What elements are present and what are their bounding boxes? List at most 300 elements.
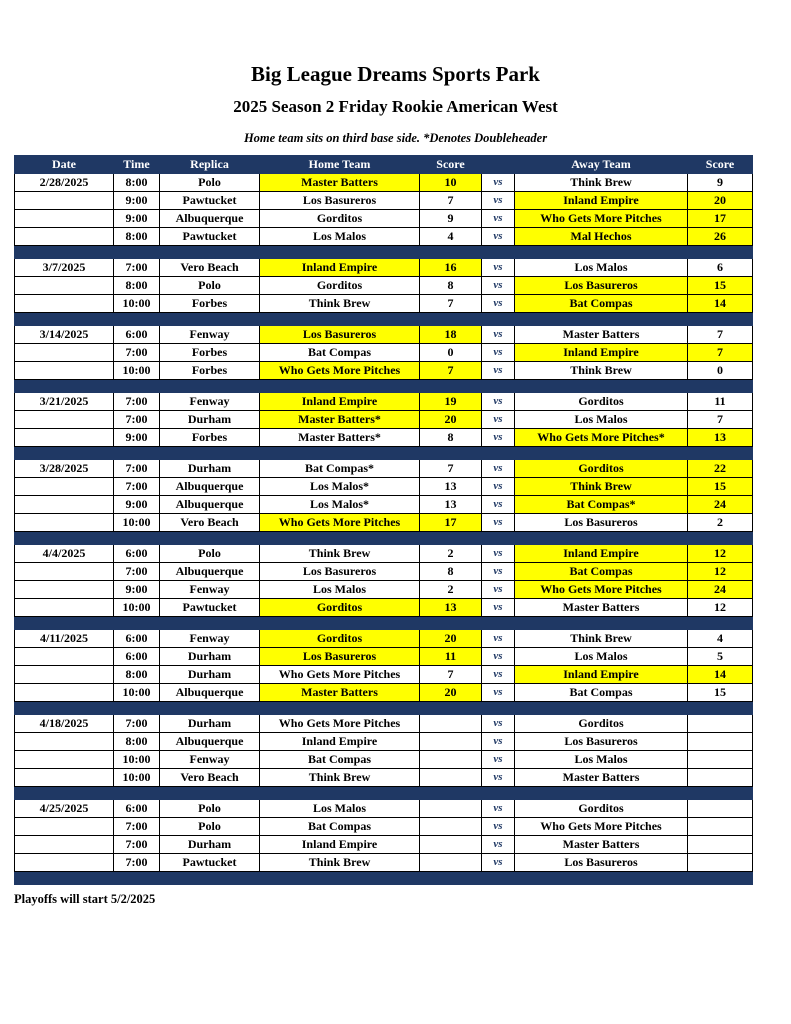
- away-score-cell: 12: [688, 599, 753, 617]
- home-team-cell: Inland Empire: [260, 733, 420, 751]
- schedule-body: [15, 174, 753, 885]
- vs-cell: vs: [482, 411, 515, 429]
- home-score-cell: 2: [420, 545, 482, 563]
- time-cell: 8:00: [114, 666, 160, 684]
- week-separator: [15, 380, 753, 393]
- vs-cell: vs: [482, 666, 515, 684]
- home-score-cell: 4: [420, 228, 482, 246]
- vs-cell: vs: [482, 174, 515, 192]
- away-team-cell: Master Batters: [515, 599, 688, 617]
- away-score-cell: 17: [688, 210, 753, 228]
- game-row: [15, 259, 753, 277]
- time-cell: 10:00: [114, 684, 160, 702]
- game-row: [15, 362, 753, 380]
- date-cell: 4/25/2025: [15, 800, 114, 818]
- week-separator: [15, 702, 753, 715]
- week-separator-band: [15, 313, 753, 326]
- week-separator-band: [15, 447, 753, 460]
- game-row: [15, 715, 753, 733]
- vs-cell: vs: [482, 563, 515, 581]
- game-row: [15, 295, 753, 313]
- away-score-cell: 7: [688, 326, 753, 344]
- vs-cell: vs: [482, 326, 515, 344]
- away-score-cell: 7: [688, 344, 753, 362]
- date-cell: 4/4/2025: [15, 545, 114, 563]
- date-cell: [15, 733, 114, 751]
- home-team-cell: Los Basureros: [260, 648, 420, 666]
- week-separator: [15, 447, 753, 460]
- replica-cell: Vero Beach: [160, 514, 260, 532]
- home-team-cell: Gorditos: [260, 599, 420, 617]
- home-score-cell: 17: [420, 514, 482, 532]
- away-team-cell: Los Basureros: [515, 514, 688, 532]
- week-separator-band: [15, 246, 753, 259]
- away-team-cell: Gorditos: [515, 715, 688, 733]
- date-cell: [15, 277, 114, 295]
- vs-cell: vs: [482, 836, 515, 854]
- home-team-cell: Think Brew: [260, 854, 420, 872]
- time-cell: 10:00: [114, 514, 160, 532]
- replica-cell: Albuquerque: [160, 733, 260, 751]
- away-score-cell: 24: [688, 496, 753, 514]
- vs-cell: vs: [482, 460, 515, 478]
- vs-cell: vs: [482, 648, 515, 666]
- time-cell: 8:00: [114, 228, 160, 246]
- home-score-cell: 13: [420, 599, 482, 617]
- time-cell: 7:00: [114, 259, 160, 277]
- vs-cell: vs: [482, 854, 515, 872]
- away-score-cell: 9: [688, 174, 753, 192]
- game-row: [15, 769, 753, 787]
- away-team-cell: Bat Compas: [515, 684, 688, 702]
- away-team-cell: Think Brew: [515, 630, 688, 648]
- away-team-cell: Los Malos: [515, 648, 688, 666]
- game-row: [15, 460, 753, 478]
- vs-cell: vs: [482, 769, 515, 787]
- home-team-cell: Los Basureros: [260, 326, 420, 344]
- vs-cell: vs: [482, 478, 515, 496]
- replica-cell: Albuquerque: [160, 210, 260, 228]
- vs-cell: vs: [482, 581, 515, 599]
- away-team-cell: Bat Compas*: [515, 496, 688, 514]
- replica-cell: Forbes: [160, 362, 260, 380]
- home-score-cell: 20: [420, 411, 482, 429]
- date-cell: [15, 344, 114, 362]
- vs-cell: vs: [482, 277, 515, 295]
- home-score-cell: 13: [420, 496, 482, 514]
- replica-cell: Polo: [160, 545, 260, 563]
- home-score-cell: [420, 818, 482, 836]
- replica-cell: Fenway: [160, 326, 260, 344]
- date-cell: [15, 192, 114, 210]
- away-score-cell: 20: [688, 192, 753, 210]
- time-cell: 7:00: [114, 478, 160, 496]
- vs-cell: vs: [482, 295, 515, 313]
- vs-cell: vs: [482, 259, 515, 277]
- time-cell: 10:00: [114, 599, 160, 617]
- away-score-cell: 12: [688, 563, 753, 581]
- away-score-cell: 26: [688, 228, 753, 246]
- game-row: [15, 666, 753, 684]
- date-cell: [15, 563, 114, 581]
- away-score-cell: 22: [688, 460, 753, 478]
- away-score-cell: 15: [688, 684, 753, 702]
- time-cell: 7:00: [114, 393, 160, 411]
- away-score-cell: [688, 715, 753, 733]
- home-team-cell: Inland Empire: [260, 393, 420, 411]
- away-team-cell: Think Brew: [515, 478, 688, 496]
- replica-cell: Albuquerque: [160, 684, 260, 702]
- game-row: [15, 751, 753, 769]
- game-row: [15, 733, 753, 751]
- time-cell: 6:00: [114, 648, 160, 666]
- vs-cell: vs: [482, 800, 515, 818]
- vs-cell: vs: [482, 362, 515, 380]
- time-cell: 9:00: [114, 581, 160, 599]
- away-team-cell: Think Brew: [515, 174, 688, 192]
- game-row: [15, 684, 753, 702]
- replica-cell: Durham: [160, 411, 260, 429]
- week-separator: [15, 787, 753, 800]
- time-cell: 7:00: [114, 818, 160, 836]
- date-cell: [15, 666, 114, 684]
- away-score-cell: 0: [688, 362, 753, 380]
- time-cell: 9:00: [114, 429, 160, 447]
- away-team-cell: Who Gets More Pitches: [515, 581, 688, 599]
- home-score-cell: [420, 769, 482, 787]
- home-team-cell: Los Malos: [260, 800, 420, 818]
- week-separator: [15, 532, 753, 545]
- replica-cell: Fenway: [160, 393, 260, 411]
- away-score-cell: [688, 751, 753, 769]
- time-cell: 6:00: [114, 800, 160, 818]
- home-team-cell: Bat Compas*: [260, 460, 420, 478]
- away-team-cell: Inland Empire: [515, 344, 688, 362]
- date-cell: [15, 514, 114, 532]
- playoffs-note: Playoffs will start 5/2/2025: [14, 892, 156, 906]
- week-separator-band: [15, 872, 753, 885]
- vs-cell: vs: [482, 545, 515, 563]
- away-score-cell: [688, 769, 753, 787]
- replica-cell: Pawtucket: [160, 599, 260, 617]
- game-row: [15, 836, 753, 854]
- vs-cell: vs: [482, 192, 515, 210]
- col-header-home-score: Score: [420, 156, 482, 174]
- date-cell: 3/7/2025: [15, 259, 114, 277]
- date-cell: 4/18/2025: [15, 715, 114, 733]
- replica-cell: Pawtucket: [160, 192, 260, 210]
- time-cell: 7:00: [114, 460, 160, 478]
- game-row: [15, 478, 753, 496]
- home-team-cell: Master Batters*: [260, 411, 420, 429]
- home-team-cell: Inland Empire: [260, 259, 420, 277]
- away-score-cell: 7: [688, 411, 753, 429]
- home-team-cell: Who Gets More Pitches: [260, 362, 420, 380]
- date-cell: [15, 854, 114, 872]
- away-score-cell: [688, 836, 753, 854]
- vs-cell: vs: [482, 630, 515, 648]
- home-score-cell: 18: [420, 326, 482, 344]
- table-header-row: [15, 156, 753, 174]
- time-cell: 8:00: [114, 174, 160, 192]
- date-cell: [15, 210, 114, 228]
- game-row: [15, 210, 753, 228]
- home-score-cell: 7: [420, 192, 482, 210]
- replica-cell: Fenway: [160, 630, 260, 648]
- away-score-cell: [688, 818, 753, 836]
- game-row: [15, 599, 753, 617]
- time-cell: 7:00: [114, 344, 160, 362]
- away-team-cell: Inland Empire: [515, 192, 688, 210]
- time-cell: 6:00: [114, 326, 160, 344]
- away-score-cell: [688, 800, 753, 818]
- replica-cell: Pawtucket: [160, 854, 260, 872]
- replica-cell: Polo: [160, 818, 260, 836]
- away-score-cell: 14: [688, 666, 753, 684]
- week-separator: [15, 617, 753, 630]
- schedule-table: [14, 155, 753, 885]
- time-cell: 6:00: [114, 630, 160, 648]
- away-team-cell: Los Malos: [515, 259, 688, 277]
- home-score-cell: 13: [420, 478, 482, 496]
- game-row: [15, 648, 753, 666]
- game-row: [15, 545, 753, 563]
- week-separator-band: [15, 617, 753, 630]
- replica-cell: Durham: [160, 836, 260, 854]
- away-team-cell: Who Gets More Pitches: [515, 818, 688, 836]
- time-cell: 7:00: [114, 854, 160, 872]
- date-cell: [15, 581, 114, 599]
- home-score-cell: [420, 751, 482, 769]
- home-team-cell: Inland Empire: [260, 836, 420, 854]
- home-team-note: Home team sits on third base side. *Denotes Doubleheader: [243, 131, 548, 145]
- game-row: [15, 854, 753, 872]
- replica-cell: Durham: [160, 666, 260, 684]
- home-score-cell: 20: [420, 684, 482, 702]
- away-score-cell: 2: [688, 514, 753, 532]
- game-row: [15, 411, 753, 429]
- time-cell: 7:00: [114, 563, 160, 581]
- home-team-cell: Bat Compas: [260, 818, 420, 836]
- date-cell: [15, 411, 114, 429]
- away-score-cell: 12: [688, 545, 753, 563]
- home-score-cell: 16: [420, 259, 482, 277]
- away-score-cell: 4: [688, 630, 753, 648]
- away-team-cell: Gorditos: [515, 460, 688, 478]
- vs-cell: vs: [482, 429, 515, 447]
- replica-cell: Forbes: [160, 429, 260, 447]
- replica-cell: Polo: [160, 277, 260, 295]
- vs-cell: vs: [482, 818, 515, 836]
- away-score-cell: 15: [688, 478, 753, 496]
- col-header-away-score: Score: [688, 156, 753, 174]
- home-score-cell: 20: [420, 630, 482, 648]
- time-cell: 8:00: [114, 733, 160, 751]
- vs-cell: vs: [482, 715, 515, 733]
- game-row: [15, 174, 753, 192]
- home-team-cell: Think Brew: [260, 295, 420, 313]
- vs-cell: vs: [482, 514, 515, 532]
- away-score-cell: 13: [688, 429, 753, 447]
- home-team-cell: Los Basureros: [260, 192, 420, 210]
- vs-cell: vs: [482, 733, 515, 751]
- away-team-cell: Who Gets More Pitches: [515, 210, 688, 228]
- vs-cell: vs: [482, 393, 515, 411]
- week-separator: [15, 246, 753, 259]
- time-cell: 9:00: [114, 210, 160, 228]
- replica-cell: Durham: [160, 715, 260, 733]
- col-header-away-team: Away Team: [515, 156, 688, 174]
- away-score-cell: 6: [688, 259, 753, 277]
- replica-cell: Albuquerque: [160, 478, 260, 496]
- home-team-cell: Who Gets More Pitches: [260, 715, 420, 733]
- away-team-cell: Los Malos: [515, 411, 688, 429]
- away-team-cell: Mal Hechos: [515, 228, 688, 246]
- replica-cell: Pawtucket: [160, 228, 260, 246]
- game-row: [15, 563, 753, 581]
- season-subtitle: 2025 Season 2 Friday Rookie American West: [233, 97, 558, 116]
- replica-cell: Forbes: [160, 295, 260, 313]
- away-team-cell: Los Basureros: [515, 854, 688, 872]
- replica-cell: Albuquerque: [160, 496, 260, 514]
- home-score-cell: 2: [420, 581, 482, 599]
- home-team-cell: Who Gets More Pitches: [260, 514, 420, 532]
- time-cell: 8:00: [114, 277, 160, 295]
- date-cell: 4/11/2025: [15, 630, 114, 648]
- date-cell: [15, 751, 114, 769]
- time-cell: 10:00: [114, 295, 160, 313]
- week-separator: [15, 872, 753, 885]
- home-score-cell: [420, 836, 482, 854]
- replica-cell: Albuquerque: [160, 563, 260, 581]
- away-score-cell: [688, 733, 753, 751]
- home-team-cell: Los Malos: [260, 581, 420, 599]
- away-team-cell: Think Brew: [515, 362, 688, 380]
- time-cell: 7:00: [114, 715, 160, 733]
- date-cell: [15, 599, 114, 617]
- home-score-cell: 7: [420, 460, 482, 478]
- game-row: [15, 344, 753, 362]
- time-cell: 10:00: [114, 751, 160, 769]
- time-cell: 10:00: [114, 362, 160, 380]
- home-team-cell: Los Malos: [260, 228, 420, 246]
- home-score-cell: 19: [420, 393, 482, 411]
- away-score-cell: [688, 854, 753, 872]
- time-cell: 9:00: [114, 496, 160, 514]
- date-cell: 3/28/2025: [15, 460, 114, 478]
- home-score-cell: 7: [420, 362, 482, 380]
- away-team-cell: Master Batters: [515, 836, 688, 854]
- vs-cell: vs: [482, 599, 515, 617]
- replica-cell: Durham: [160, 648, 260, 666]
- home-score-cell: 8: [420, 429, 482, 447]
- week-separator-band: [15, 380, 753, 393]
- away-team-cell: Los Malos: [515, 751, 688, 769]
- game-row: [15, 514, 753, 532]
- away-team-cell: Master Batters: [515, 326, 688, 344]
- week-separator-band: [15, 702, 753, 715]
- away-score-cell: 15: [688, 277, 753, 295]
- home-score-cell: 11: [420, 648, 482, 666]
- home-score-cell: 0: [420, 344, 482, 362]
- date-cell: [15, 769, 114, 787]
- home-team-cell: Gorditos: [260, 630, 420, 648]
- away-team-cell: Inland Empire: [515, 545, 688, 563]
- week-separator-band: [15, 532, 753, 545]
- date-cell: 3/14/2025: [15, 326, 114, 344]
- home-team-cell: Gorditos: [260, 277, 420, 295]
- date-cell: [15, 648, 114, 666]
- home-team-cell: Los Basureros: [260, 563, 420, 581]
- game-row: [15, 429, 753, 447]
- game-row: [15, 277, 753, 295]
- game-row: [15, 800, 753, 818]
- home-team-cell: Los Malos*: [260, 496, 420, 514]
- replica-cell: Vero Beach: [160, 259, 260, 277]
- game-row: [15, 393, 753, 411]
- time-cell: 6:00: [114, 545, 160, 563]
- date-cell: [15, 429, 114, 447]
- home-score-cell: 8: [420, 277, 482, 295]
- home-team-cell: Think Brew: [260, 769, 420, 787]
- game-row: [15, 192, 753, 210]
- vs-cell: vs: [482, 684, 515, 702]
- date-cell: [15, 295, 114, 313]
- away-team-cell: Who Gets More Pitches*: [515, 429, 688, 447]
- away-team-cell: Los Basureros: [515, 277, 688, 295]
- date-cell: [15, 496, 114, 514]
- away-team-cell: Los Basureros: [515, 733, 688, 751]
- page-title: Big League Dreams Sports Park: [251, 62, 540, 86]
- vs-cell: vs: [482, 496, 515, 514]
- home-score-cell: [420, 715, 482, 733]
- col-header-home-team: Home Team: [260, 156, 420, 174]
- vs-cell: vs: [482, 344, 515, 362]
- col-header-vs: [482, 156, 515, 174]
- home-score-cell: 10: [420, 174, 482, 192]
- replica-cell: Durham: [160, 460, 260, 478]
- away-team-cell: Inland Empire: [515, 666, 688, 684]
- col-header-time: Time: [114, 156, 160, 174]
- home-score-cell: [420, 854, 482, 872]
- date-cell: [15, 836, 114, 854]
- replica-cell: Polo: [160, 800, 260, 818]
- time-cell: 7:00: [114, 836, 160, 854]
- away-team-cell: Bat Compas: [515, 295, 688, 313]
- col-header-replica: Replica: [160, 156, 260, 174]
- week-separator: [15, 313, 753, 326]
- game-row: [15, 496, 753, 514]
- replica-cell: Forbes: [160, 344, 260, 362]
- home-team-cell: Bat Compas: [260, 344, 420, 362]
- home-score-cell: 8: [420, 563, 482, 581]
- date-cell: 2/28/2025: [15, 174, 114, 192]
- date-cell: [15, 228, 114, 246]
- replica-cell: Polo: [160, 174, 260, 192]
- home-team-cell: Think Brew: [260, 545, 420, 563]
- vs-cell: vs: [482, 210, 515, 228]
- away-team-cell: Master Batters: [515, 769, 688, 787]
- home-team-cell: Who Gets More Pitches: [260, 666, 420, 684]
- replica-cell: Fenway: [160, 751, 260, 769]
- date-cell: [15, 818, 114, 836]
- away-team-cell: Bat Compas: [515, 563, 688, 581]
- home-score-cell: [420, 800, 482, 818]
- vs-cell: vs: [482, 228, 515, 246]
- time-cell: 9:00: [114, 192, 160, 210]
- home-score-cell: 7: [420, 666, 482, 684]
- game-row: [15, 818, 753, 836]
